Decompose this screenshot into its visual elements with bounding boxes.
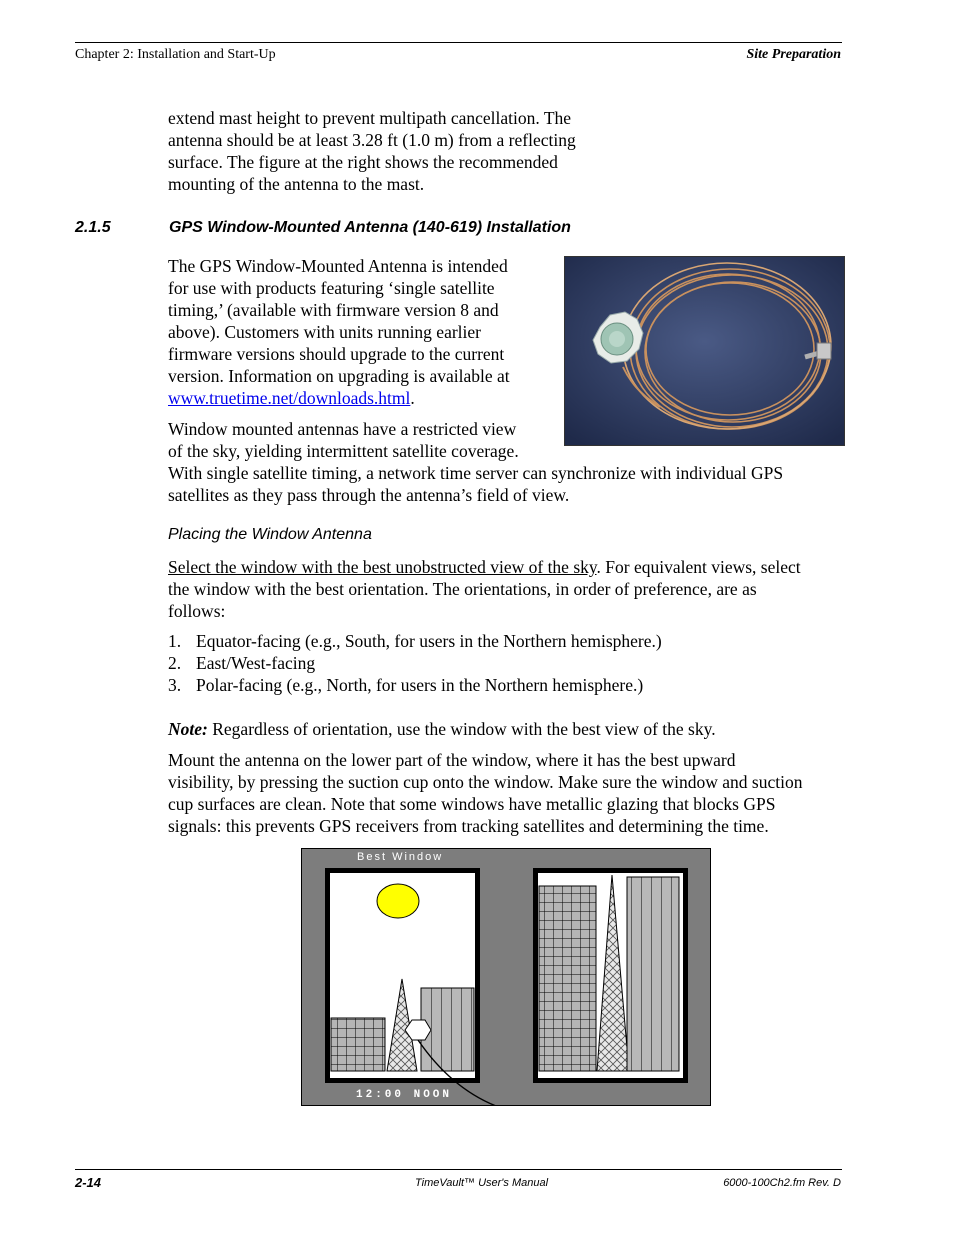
text-line: surface. The figure at the right shows the recommended: [168, 152, 558, 172]
text-line: signals: this prevents GPS receivers from tracking satellites and determining the time.: [168, 816, 769, 836]
text-line: of the sky, yielding intermittent satellite coverage.: [168, 441, 519, 461]
subheading-placing: Placing the Window Antenna: [168, 526, 372, 543]
text-line: for use with products featuring ‘single satellite: [168, 278, 495, 298]
window-diagram-graphic: [301, 848, 711, 1106]
text-line: follows:: [168, 601, 226, 621]
document-id: 6000-100Ch2.fm Rev. D: [723, 1177, 841, 1189]
manual-title: TimeVault™ User's Manual: [415, 1177, 549, 1189]
list-item: [168, 674, 643, 696]
text-line: the window with the best orientation. The orientations, in order of preference, are as: [168, 579, 757, 599]
chapter-title: Chapter 2: Installation and Start-Up: [75, 47, 276, 62]
list-item: [168, 652, 315, 674]
text-fragment: . For equivalent views, select: [596, 557, 801, 577]
text-line: above). Customers with units running earlier: [168, 322, 481, 342]
paragraph-restricted-view: [168, 418, 783, 506]
footer-rule: [75, 1169, 842, 1170]
text-line: [168, 556, 801, 578]
section-number: 2.1.5: [75, 219, 111, 236]
text-line: visibility, by pressing the suction cup onto the window. Make sure the window and suction: [168, 772, 803, 792]
header-rule: [75, 42, 842, 43]
text-line: timing,’ (available with firmware version 8 and: [168, 300, 499, 320]
page-number: 2-14: [75, 1175, 102, 1190]
text-line: Window mounted antennas have a restricted view: [168, 419, 517, 439]
underlined-text: Select the window with the best unobstructed view of the sky: [168, 557, 597, 577]
list-number: 1.: [168, 631, 182, 651]
note-text: Regardless of orientation, use the window with the best view of the sky.: [207, 719, 716, 739]
text-line: The GPS Window-Mounted Antenna is intended: [168, 256, 508, 276]
link-suffix: .: [410, 388, 415, 408]
diagram-top-label: Best Window: [357, 851, 444, 863]
section-heading: GPS Window-Mounted Antenna (140-619) Installation: [169, 219, 571, 236]
text-line: mounting of the antenna to the mast.: [168, 174, 425, 194]
list-item: [168, 630, 662, 652]
list-text: Polar-facing (e.g., North, for users in the Northern hemisphere.): [196, 675, 644, 695]
text-line: antenna should be at least 3.28 ft (1.0 m) from a reflecting: [168, 130, 576, 150]
text-line: extend mast height to prevent multipath cancellation. The: [168, 108, 572, 128]
note: [168, 718, 716, 740]
window-diagram: [301, 848, 711, 1106]
list-text: Equator-facing (e.g., South, for users in the Northern hemisphere.): [196, 631, 662, 651]
intro-paragraph: [168, 107, 576, 195]
diagram-bottom-label: 12:00 NOON: [356, 1089, 453, 1101]
section-title-header: Site Preparation: [746, 47, 841, 62]
text-line: firmware versions should upgrade to the current: [168, 344, 505, 364]
list-number: 3.: [168, 675, 182, 695]
text-line: [168, 387, 510, 409]
list-number: 2.: [168, 653, 182, 673]
text-line: satellites as they pass through the antenna’s field of view.: [168, 485, 570, 505]
note-label: Note:: [168, 719, 208, 739]
downloads-link[interactable]: www.truetime.net/downloads.html: [168, 388, 411, 408]
antenna-photo-graphic: [565, 257, 844, 445]
list-text: East/West-facing: [196, 653, 316, 673]
paragraph-mounting: [168, 749, 802, 837]
text-line: Mount the antenna on the lower part of the window, where it has the best upward: [168, 750, 736, 770]
text-line: version. Information on upgrading is available at: [168, 366, 510, 386]
paragraph-antenna-intro: [168, 255, 510, 409]
paragraph-select-window: [168, 556, 801, 622]
text-line: With single satellite timing, a network time server can synchronize with individual GPS: [168, 463, 784, 483]
text-line: cup surfaces are clean. Note that some windows have metallic glazing that blocks GPS: [168, 794, 776, 814]
